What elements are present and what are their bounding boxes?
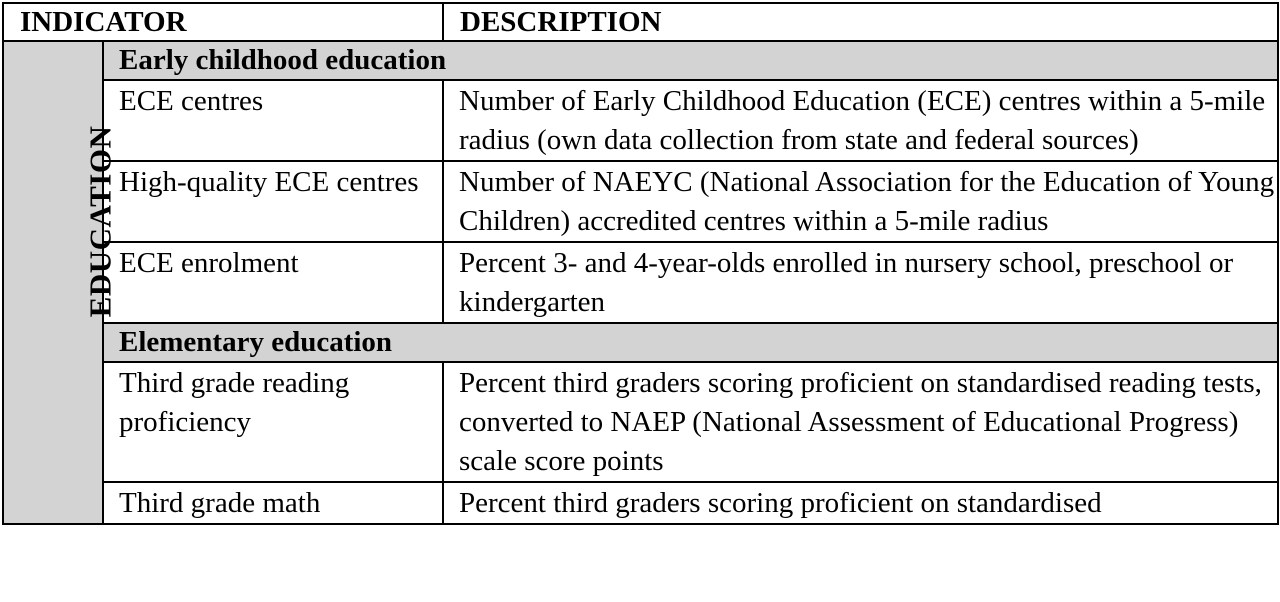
- indicator-column-header: INDICATOR: [3, 3, 443, 41]
- table-row: [3, 482, 1278, 524]
- indicator-cell: Third grade math: [103, 482, 443, 524]
- description-cell: Percent third graders scoring proficient on standardised reading tests, converted to NAEP (National Assessment of Educational Progress) scale score points: [443, 362, 1278, 482]
- indicator-cell: ECE enrolment: [103, 242, 443, 323]
- section-row: [3, 41, 1278, 80]
- table-row: [3, 80, 1278, 161]
- section-title: Early childhood education: [103, 41, 1278, 80]
- description-column-header: DESCRIPTION: [443, 3, 1278, 41]
- table-header-row: [3, 3, 1278, 41]
- category-label: EDUCATION: [82, 125, 118, 318]
- indicator-cell: ECE centres: [103, 80, 443, 161]
- description-cell: Percent third graders scoring proficient on standardised: [443, 482, 1278, 524]
- description-cell: Number of Early Childhood Education (ECE) centres within a 5-mile radius (own data collection from state and federal sources): [443, 80, 1278, 161]
- category-side-cell: [3, 41, 118, 524]
- description-cell: Number of NAEYC (National Association for the Education of Young Children) accredited centres within a 5-mile radius: [443, 161, 1278, 242]
- table-row: [3, 161, 1278, 242]
- indicator-cell: High-quality ECE centres: [103, 161, 443, 242]
- description-cell: Percent 3- and 4-year-olds enrolled in nursery school, preschool or kindergarten: [443, 242, 1278, 323]
- table-row: [3, 242, 1278, 323]
- section-row: [3, 323, 1278, 362]
- section-title: Elementary education: [103, 323, 1278, 362]
- table-row: [3, 362, 1278, 482]
- indicator-cell: Third grade reading proficiency: [103, 362, 443, 482]
- indicator-table: [2, 2, 1279, 525]
